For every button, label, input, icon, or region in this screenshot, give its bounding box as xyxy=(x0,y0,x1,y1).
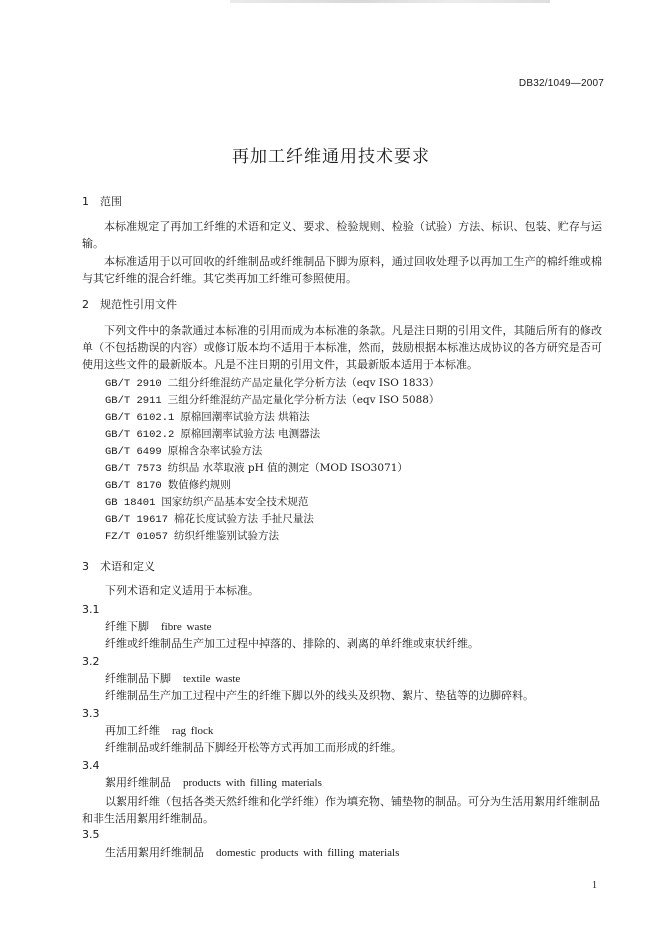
clause-number: 3.4 xyxy=(82,759,100,772)
reference-code: GB/T 2910 xyxy=(105,378,162,390)
term-zh: 纤维制品下脚 xyxy=(105,672,171,685)
section-3-heading xyxy=(82,560,155,574)
page-title: 再加工纤维通用技术要求 xyxy=(232,147,430,167)
term-en: domestic products with filling materials xyxy=(216,847,400,859)
reference-item xyxy=(105,444,262,459)
term-definition: 以絮用纤维（包括各类天然纤维和化学纤维）作为填充物、铺垫物的制品。可分为生活用絮用纤维制品和非生活用絮用纤维制品。 xyxy=(82,795,600,825)
term-zh: 生活用絮用纤维制品 xyxy=(105,846,204,859)
reference-title: 三组分纤维混纺产品定量化学分析方法（eqv ISO 5088） xyxy=(167,394,440,406)
term-heading xyxy=(105,776,322,790)
doc-number: DB32/1049—2007 xyxy=(518,78,604,89)
reference-code: GB/T 8170 xyxy=(105,480,162,492)
reference-item xyxy=(105,529,279,544)
term-en: fibre waste xyxy=(161,621,212,633)
reference-title: 二组分纤维混纺产品定量化学分析方法（eqv ISO 1833） xyxy=(167,377,440,389)
clause-number: 3.1 xyxy=(82,603,100,616)
reference-code: GB 18401 xyxy=(105,497,156,509)
page-number: 1 xyxy=(592,880,597,891)
term-en: rag flock xyxy=(172,725,214,737)
reference-code: GB/T 6102.1 xyxy=(105,412,175,424)
reference-item xyxy=(105,512,314,527)
section-title: 规范性引用文件 xyxy=(100,298,177,311)
term-zh: 再加工纤维 xyxy=(105,724,160,737)
term-heading xyxy=(105,724,213,738)
reference-code: FZ/T 01057 xyxy=(105,531,169,543)
term-en: textile waste xyxy=(183,673,241,685)
term-heading xyxy=(105,846,399,860)
reference-item xyxy=(105,410,310,425)
reference-item xyxy=(105,478,231,493)
clause-number: 3.2 xyxy=(82,655,100,668)
section-number: 2 xyxy=(82,298,89,311)
reference-code: GB/T 6499 xyxy=(105,446,162,458)
reference-code: GB/T 19617 xyxy=(105,514,169,526)
reference-title: 棉花长度试验方法 手扯尺量法 xyxy=(174,513,314,525)
section-2-paragraph: 下列文件中的条款通过本标准的引用而成为本标准的条款。凡是注日期的引用文件，其随后所有的修改单（不包括勘误的内容）或修订版本均不适用于本标准，然而，鼓励根据本标准达成协议的各方研究是否可使用这些文件的最新版本。凡是不注日期的引用文件，其最新版本适用于本标准。 xyxy=(82,324,602,371)
section-title: 范围 xyxy=(100,195,122,208)
term-zh: 纤维下脚 xyxy=(105,620,149,633)
reference-item xyxy=(105,376,439,391)
section-1-paragraph-2: 本标准适用于以可回收的纤维制品或纤维制品下脚为原料，通过回收处理予以再加工生产的棉纤维或棉与其它纤维的混合纤维。其它类再加工纤维可参照使用。 xyxy=(82,255,602,285)
section-2-heading xyxy=(82,298,177,312)
section-1-heading xyxy=(82,195,122,209)
reference-title: 数值修约规则 xyxy=(167,479,231,491)
term-heading xyxy=(105,672,240,686)
reference-title: 国家纺织产品基本安全技术规范 xyxy=(161,496,309,508)
reference-code: GB/T 6102.2 xyxy=(105,429,175,441)
section-number: 3 xyxy=(82,560,89,573)
reference-title: 原棉回潮率试验方法 烘箱法 xyxy=(180,411,310,423)
reference-item xyxy=(105,427,320,442)
clause-number: 3.5 xyxy=(82,828,100,841)
reference-code: GB/T 7573 xyxy=(105,463,162,475)
reference-item xyxy=(105,461,408,476)
term-en: products with filling materials xyxy=(183,777,322,789)
reference-title: 纺织品 水萃取液 pH 值的测定（MOD ISO3071） xyxy=(167,462,408,474)
reference-item xyxy=(105,495,308,510)
reference-item xyxy=(105,393,439,408)
term-heading xyxy=(105,620,212,634)
reference-code: GB/T 2911 xyxy=(105,395,162,407)
header-rule xyxy=(230,0,550,3)
reference-title: 纺织纤维鉴别试验方法 xyxy=(174,530,280,542)
section-number: 1 xyxy=(82,195,89,208)
section-1-paragraph-1: 本标准规定了再加工纤维的术语和定义、要求、检验规则、检验（试验）方法、标识、包装、贮存与运输。 xyxy=(82,220,602,250)
term-definition: 纤维制品或纤维制品下脚经开松等方式再加工而形成的纤维。 xyxy=(105,741,402,754)
section-title: 术语和定义 xyxy=(100,560,155,573)
section-3-intro: 下列术语和定义适用于本标准。 xyxy=(105,584,259,597)
term-zh: 絮用纤维制品 xyxy=(105,776,171,789)
term-definition: 纤维或纤维制品生产加工过程中掉落的、排除的、剥离的单纤维或束状纤维。 xyxy=(105,637,479,650)
clause-number: 3.3 xyxy=(82,707,100,720)
reference-title: 原棉回潮率试验方法 电测器法 xyxy=(180,428,321,440)
reference-title: 原棉含杂率试验方法 xyxy=(167,445,263,457)
term-definition: 纤维制品生产加工过程中产生的纤维下脚以外的线头及织物、絮片、垫毡等的边脚碎料。 xyxy=(105,689,534,702)
